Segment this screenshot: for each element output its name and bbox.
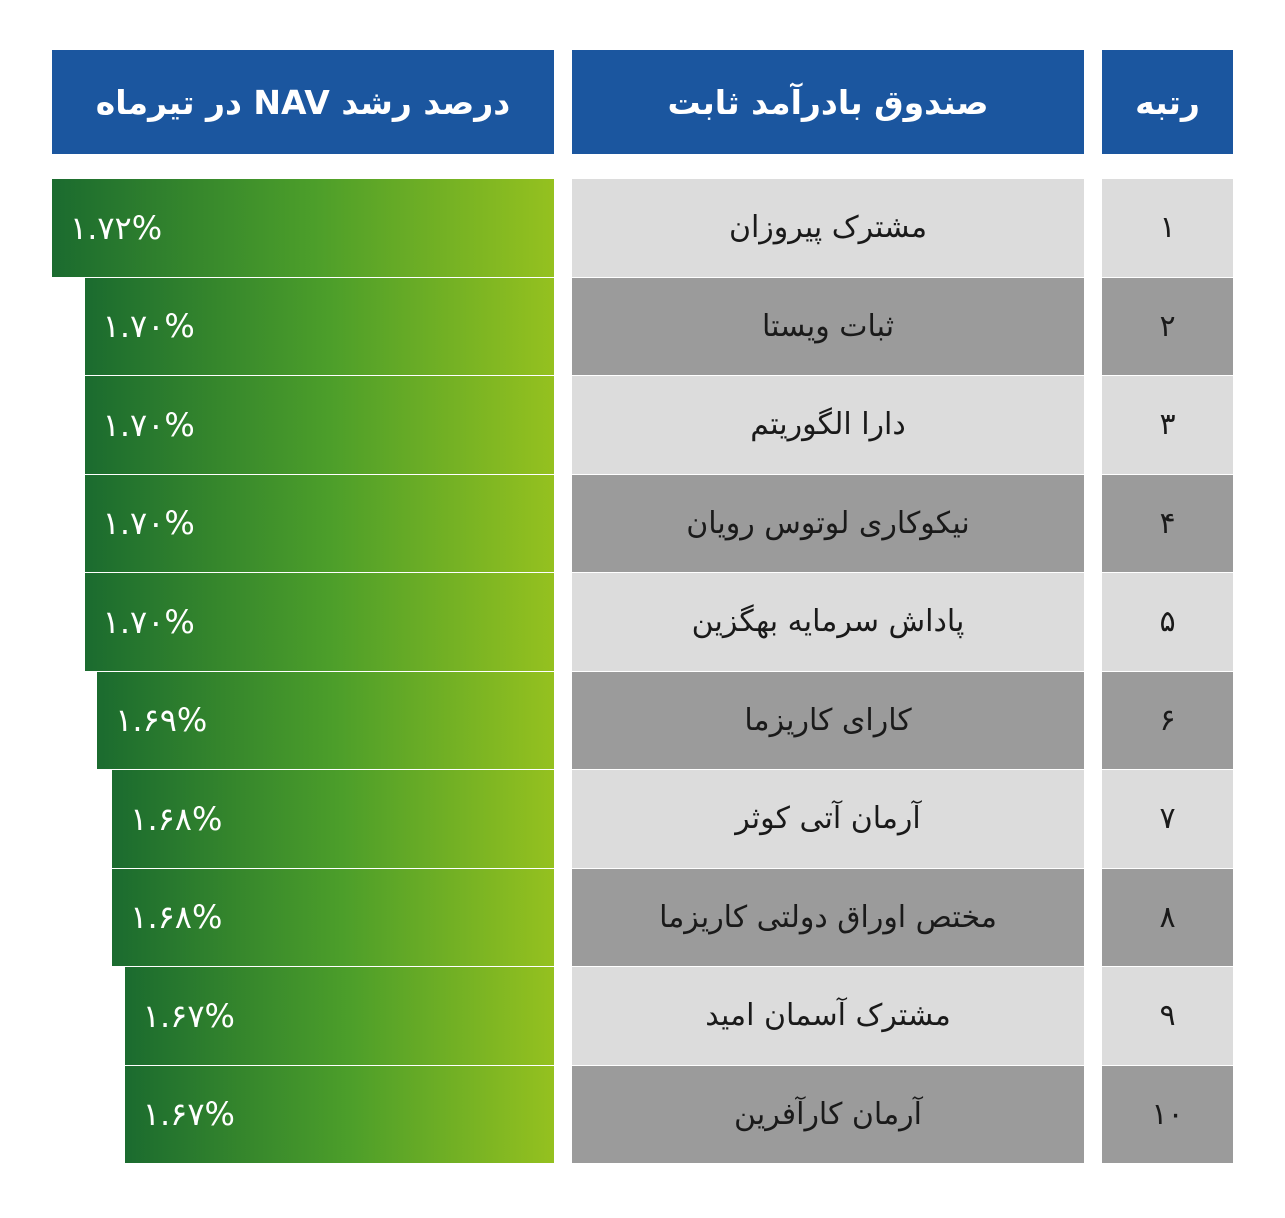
bar-track (52, 967, 554, 1065)
cell-rank: ۷ (1102, 770, 1233, 868)
bar-value-label: ۱.۶۸% (130, 799, 223, 838)
cell-fund-name: دارا الگوریتم (572, 376, 1084, 474)
table-row (52, 967, 1233, 1065)
cell-fund-name: مشترک آسمان امید (572, 967, 1084, 1065)
cell-fund-name: پاداش سرمایه بهگزین (572, 573, 1084, 671)
bar-value-label: ۱.۶۷% (142, 996, 235, 1035)
bar-track (52, 672, 554, 770)
bar-value-label: ۱.۶۹% (115, 701, 208, 740)
cell-rank: ۲ (1102, 278, 1233, 376)
table-row (52, 770, 1233, 868)
bar-value-label: ۱.۷۰% (102, 602, 195, 641)
bar-track (52, 179, 554, 277)
table-row (52, 672, 1233, 770)
cell-fund-name: ثبات ویستا (572, 278, 1084, 376)
bar-track (52, 869, 554, 967)
growth-bar (85, 278, 554, 376)
growth-bar (85, 573, 554, 671)
bar-track (52, 475, 554, 573)
cell-rank: ۴ (1102, 475, 1233, 573)
cell-rank: ۱۰ (1102, 1066, 1233, 1164)
bar-track (52, 770, 554, 868)
cell-fund-name: آرمان کارآفرین (572, 1066, 1084, 1164)
column-header-rank: رتبه (1102, 50, 1233, 154)
cell-fund-name: مختص اوراق دولتی کاریزما (572, 869, 1084, 967)
cell-rank: ۳ (1102, 376, 1233, 474)
growth-bar (112, 869, 554, 967)
table-header-row (52, 50, 1233, 154)
cell-fund-name: آرمان آتی کوثر (572, 770, 1084, 868)
growth-bar (125, 1066, 554, 1164)
cell-rank: ۱ (1102, 179, 1233, 277)
cell-rank: ۹ (1102, 967, 1233, 1065)
bar-value-label: ۱.۷۰% (102, 307, 195, 346)
table-row (52, 278, 1233, 376)
table-row (52, 179, 1233, 277)
cell-rank: ۶ (1102, 672, 1233, 770)
growth-bar (125, 967, 554, 1065)
bar-track (52, 573, 554, 671)
table-row (52, 475, 1233, 573)
growth-bar (112, 770, 554, 868)
cell-fund-name: مشترک پیروزان (572, 179, 1084, 277)
table-row (52, 869, 1233, 967)
cell-rank: ۵ (1102, 573, 1233, 671)
bar-value-label: ۱.۷۰% (102, 504, 195, 543)
cell-fund-name: کارای کاریزما (572, 672, 1084, 770)
bar-track (52, 1066, 554, 1164)
cell-rank: ۸ (1102, 869, 1233, 967)
bar-track (52, 278, 554, 376)
ranking-table (52, 50, 1233, 1163)
column-header-fund: صندوق بادرآمد ثابت (572, 50, 1084, 154)
growth-bar (52, 179, 554, 277)
growth-bar (85, 475, 554, 573)
table-row (52, 376, 1233, 474)
bar-value-label: ۱.۷۰% (102, 405, 195, 444)
cell-fund-name: نیکوکاری لوتوس رویان (572, 475, 1084, 573)
growth-bar (97, 672, 554, 770)
bar-value-label: ۱.۶۷% (142, 1095, 235, 1134)
column-header-growth: درصد رشد NAV در تیرماه (52, 50, 554, 154)
bar-value-label: ۱.۶۸% (130, 898, 223, 937)
bar-value-label: ۱.۷۲% (70, 208, 163, 247)
table-body (52, 179, 1233, 1163)
table-row (52, 573, 1233, 671)
growth-bar (85, 376, 554, 474)
bar-track (52, 376, 554, 474)
table-row (52, 1066, 1233, 1164)
